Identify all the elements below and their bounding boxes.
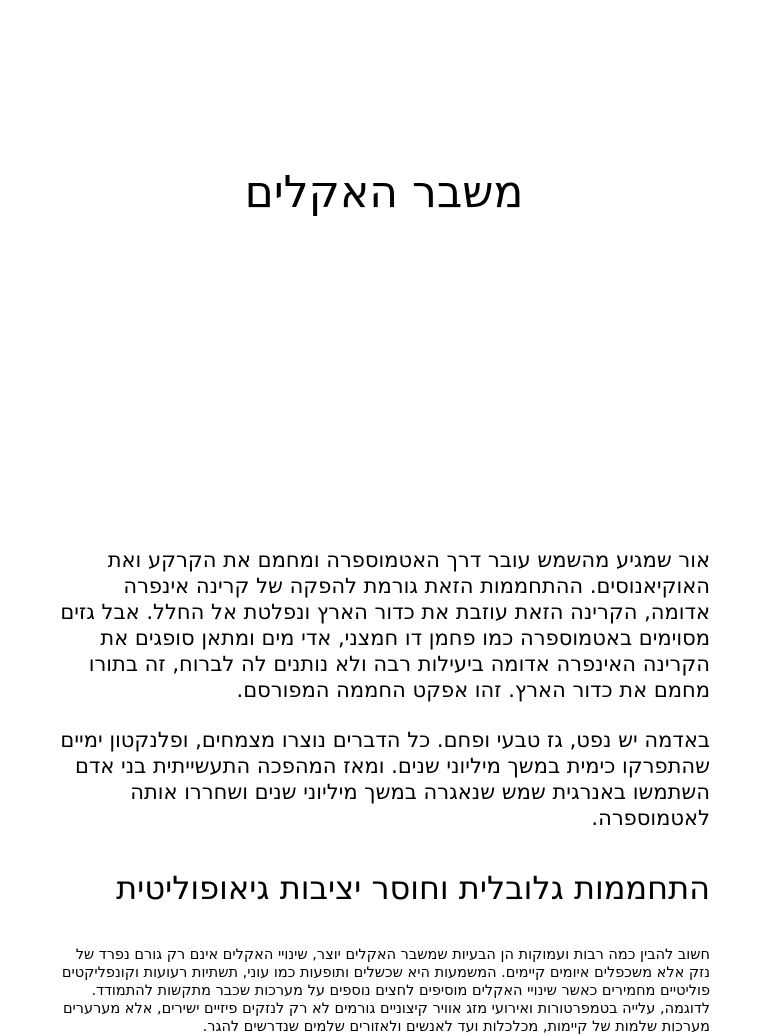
page-title: משבר האקלים bbox=[244, 167, 524, 218]
section-paragraph: חשוב להבין כמה רבות ועמוקות הן הבעיות שמשבר האקלים יוצר, שינויי האקלים אינם רק גורם נפרד של נזק אלא משכפלים איומים קיימים. המשמעות היא שכשלים ותופעות כמו עוני, תשתיות רעועות וקונפליקטים פוליטיים מחמירים כאשר שינויי האקלים מוסיפים לחצים נוספים על מערכות שכבר מתקשות להתמודד. לדוגמה, עלייה בטמפרטורות ואירועי מזג אוויר קיצוניים גורמים לא רק לנזקים פיזיים ישירים, אלא מערערים מערכות שלמות של קיימות, מכלכלות ועד לאנשים ולאזורים שלמים שנדרשים להגר. bbox=[61, 947, 710, 1035]
paragraph-greenhouse-effect: אור שמגיע מהשמש עובר דרך האטמוספרה ומחמם את הקרקע ואת האוקיאנוסים. ההתחממות הזאת גורמת להפקה של קרינה אינפרה אדומה, הקרינה הזאת עוזבת את כדור הארץ ונפלטת אל החלל. אבל גזים מסוימים באטמוספרה כמו פחמן דו חמצני, אדי מים ומתאן סופגים את הקרינה האינפרה אדומה ביעילות רבה ולא נותנים לה לברוח, זה בתורו מחמם את כדור הארץ. זהו אפקט החממה המפורסם. bbox=[60, 548, 710, 702]
paragraph-fossil-fuels: באדמה יש נפט, גז טבעי ופחם. כל הדברים נוצרו מצמחים, ופלנקטון ימיים שהתפרקו כימית במשך מיליוני שנים. ומאז המהפכה התעשייתית בני אדם השתמשו באנרגית שמש שנאגרה במשך מיליוני שנים ושחררו אותה לאטמוספרה. bbox=[60, 728, 710, 830]
section-heading: התחממות גלובלית וחוסר יציבות גיאופוליטית bbox=[116, 869, 710, 907]
